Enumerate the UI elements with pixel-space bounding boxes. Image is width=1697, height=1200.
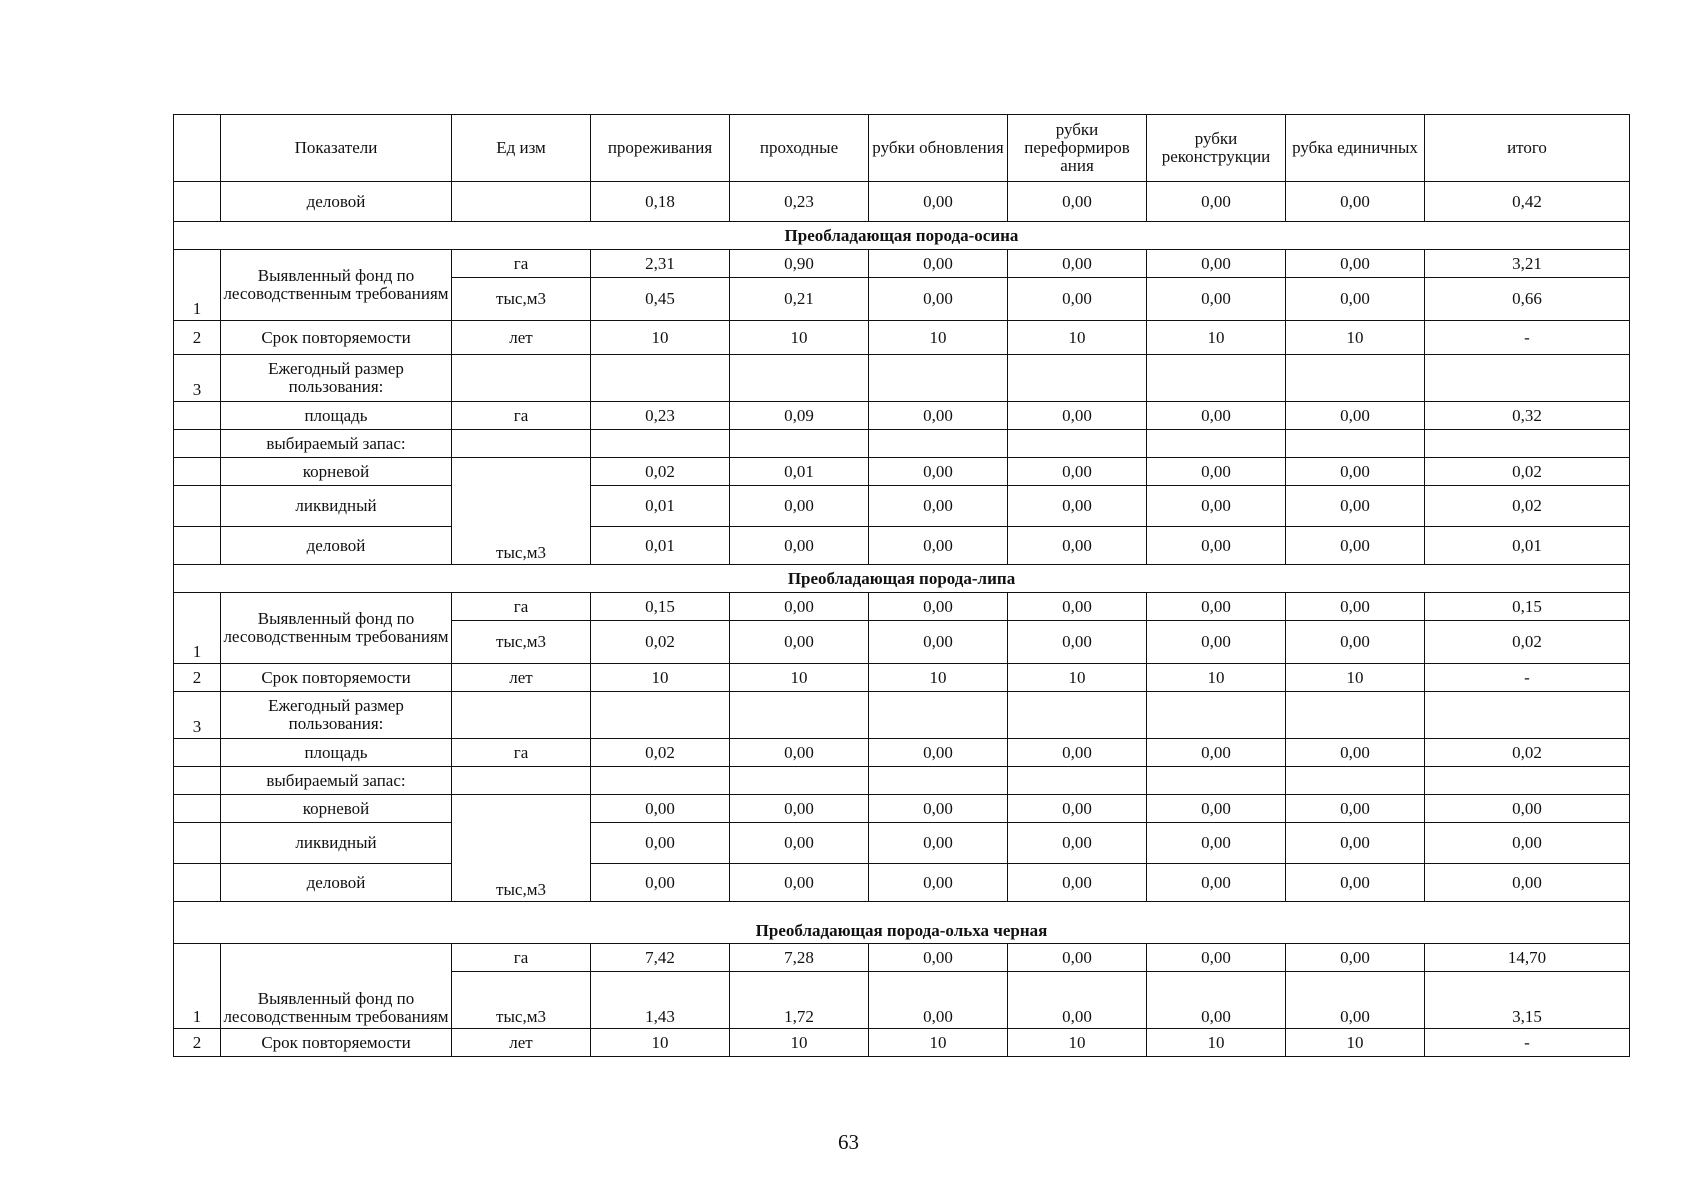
value-cell: 0,00 xyxy=(1147,621,1286,664)
cell-empty xyxy=(869,355,1008,402)
value-cell: 0,00 xyxy=(1286,527,1425,565)
row-label: выбираемый запас: xyxy=(221,430,452,458)
row-label: Срок повторяемости xyxy=(221,664,452,692)
header-unit: Ед изм xyxy=(452,115,591,182)
root-row xyxy=(174,795,1630,823)
value-cell: 0,01 xyxy=(730,458,869,486)
header-total: итого xyxy=(1425,115,1630,182)
cell-empty xyxy=(591,430,730,458)
cell-empty xyxy=(1425,430,1630,458)
value-cell: 14,70 xyxy=(1425,944,1630,972)
value-cell: 0,45 xyxy=(591,278,730,321)
section-title-row xyxy=(174,902,1630,944)
value-cell: 0,00 xyxy=(1147,864,1286,902)
value-cell: 10 xyxy=(1286,1029,1425,1057)
value-cell: 10 xyxy=(1286,664,1425,692)
value-cell: 0,00 xyxy=(1147,593,1286,621)
value-cell: 0,01 xyxy=(591,527,730,565)
value-cell: 10 xyxy=(1286,321,1425,355)
unit-cell: тыс,м3 xyxy=(452,621,591,664)
value-cell: 0,00 xyxy=(1008,621,1147,664)
header-row xyxy=(174,115,1630,182)
header-single: рубка единичных xyxy=(1286,115,1425,182)
cell-empty xyxy=(869,430,1008,458)
business-row xyxy=(174,864,1630,902)
value-cell: 0,00 xyxy=(869,458,1008,486)
value-cell: 0,00 xyxy=(730,593,869,621)
value-cell: 0,15 xyxy=(591,593,730,621)
value-cell: 0,00 xyxy=(869,278,1008,321)
cell-empty xyxy=(730,692,869,739)
business-row xyxy=(174,527,1630,565)
cell-empty xyxy=(174,430,221,458)
liquid-row xyxy=(174,486,1630,527)
unit-cell: лет xyxy=(452,1029,591,1057)
cell-empty xyxy=(452,182,591,222)
value-cell: 0,00 xyxy=(869,182,1008,222)
value-cell: 0,23 xyxy=(591,402,730,430)
cell-empty xyxy=(1425,692,1630,739)
value-cell: 0,00 xyxy=(730,621,869,664)
row-number: 1 xyxy=(174,250,221,321)
cell-empty xyxy=(1147,767,1286,795)
cell-empty xyxy=(1008,430,1147,458)
value-cell: 0,00 xyxy=(869,402,1008,430)
value-cell: 0,00 xyxy=(1147,972,1286,1029)
area-row xyxy=(174,739,1630,767)
section-title-row xyxy=(174,222,1630,250)
value-cell: 10 xyxy=(730,321,869,355)
unit-cell: тыс,м3 xyxy=(452,458,591,565)
row-label: ликвидный xyxy=(221,823,452,864)
row-number: 2 xyxy=(174,1029,221,1057)
value-cell: 0,00 xyxy=(1425,795,1630,823)
header-passage: проходные xyxy=(730,115,869,182)
cell-empty xyxy=(452,355,591,402)
value-cell: 0,02 xyxy=(1425,486,1630,527)
cell-empty xyxy=(1008,692,1147,739)
forest-use-table xyxy=(173,114,1630,1057)
period-row xyxy=(174,1029,1630,1057)
unit-cell: тыс,м3 xyxy=(452,972,591,1029)
header-indicator: Показатели xyxy=(221,115,452,182)
value-cell: 0,00 xyxy=(1147,278,1286,321)
value-cell: 0,00 xyxy=(1286,402,1425,430)
cell-empty xyxy=(591,692,730,739)
value-cell: 0,18 xyxy=(591,182,730,222)
value-cell: 10 xyxy=(1008,1029,1147,1057)
section-title-row xyxy=(174,565,1630,593)
header-renewal: рубки обновления xyxy=(869,115,1008,182)
value-cell: 0,00 xyxy=(1286,458,1425,486)
value-cell: 0,09 xyxy=(730,402,869,430)
value-cell: 0,00 xyxy=(1286,182,1425,222)
cell-empty xyxy=(1147,430,1286,458)
unit-cell: лет xyxy=(452,664,591,692)
value-cell: 10 xyxy=(1147,1029,1286,1057)
cell-empty xyxy=(452,692,591,739)
liquid-row xyxy=(174,823,1630,864)
value-cell: 10 xyxy=(591,1029,730,1057)
value-cell: - xyxy=(1425,321,1630,355)
cell-empty xyxy=(1286,430,1425,458)
value-cell: 0,42 xyxy=(1425,182,1630,222)
cell-empty xyxy=(174,402,221,430)
value-cell: 0,00 xyxy=(1008,944,1147,972)
value-cell: 0,00 xyxy=(1147,458,1286,486)
cell-empty xyxy=(174,795,221,823)
header-reconstruction: рубки реконструкции xyxy=(1147,115,1286,182)
value-cell: 0,00 xyxy=(869,823,1008,864)
value-cell: 0,00 xyxy=(1008,795,1147,823)
value-cell: 0,02 xyxy=(1425,621,1630,664)
value-cell: 0,21 xyxy=(730,278,869,321)
row-label: Срок повторяемости xyxy=(221,321,452,355)
value-cell: 0,00 xyxy=(1286,972,1425,1029)
value-cell: 0,00 xyxy=(1008,250,1147,278)
value-cell: 10 xyxy=(1147,664,1286,692)
cell-empty xyxy=(174,767,221,795)
cell-empty xyxy=(452,430,591,458)
value-cell: 0,00 xyxy=(869,593,1008,621)
value-cell: 1,43 xyxy=(591,972,730,1029)
value-cell: 0,00 xyxy=(869,527,1008,565)
area-row xyxy=(174,402,1630,430)
fund-ha-row xyxy=(174,250,1630,278)
value-cell: 0,02 xyxy=(1425,458,1630,486)
cell-empty xyxy=(591,767,730,795)
row-label: Выявленный фонд по лесоводственным требованиям xyxy=(221,944,452,1029)
cell-empty xyxy=(1286,767,1425,795)
value-cell: 0,00 xyxy=(730,486,869,527)
value-cell: 10 xyxy=(730,1029,869,1057)
value-cell: 0,00 xyxy=(869,486,1008,527)
value-cell: 10 xyxy=(869,1029,1008,1057)
value-cell: 0,00 xyxy=(1286,739,1425,767)
value-cell: 0,00 xyxy=(869,944,1008,972)
unit-cell: га xyxy=(452,944,591,972)
value-cell: 0,00 xyxy=(591,795,730,823)
row-number: 2 xyxy=(174,321,221,355)
stock-label-row xyxy=(174,767,1630,795)
cell-empty xyxy=(1147,355,1286,402)
value-cell: 0,00 xyxy=(1147,823,1286,864)
value-cell: 0,90 xyxy=(730,250,869,278)
value-cell: 0,00 xyxy=(869,621,1008,664)
cell-empty xyxy=(869,692,1008,739)
section-title: Преобладающая порода-липа xyxy=(174,565,1630,593)
row-label: Ежегодный размер пользования: xyxy=(221,355,452,402)
value-cell: 0,00 xyxy=(1008,402,1147,430)
value-cell: 0,00 xyxy=(1286,823,1425,864)
annual-row xyxy=(174,692,1630,739)
value-cell: 0,00 xyxy=(1286,486,1425,527)
value-cell: 3,21 xyxy=(1425,250,1630,278)
value-cell: 0,01 xyxy=(591,486,730,527)
value-cell: 0,00 xyxy=(1008,527,1147,565)
row-number: 3 xyxy=(174,355,221,402)
cell-empty xyxy=(1008,355,1147,402)
value-cell: 10 xyxy=(1147,321,1286,355)
row-number: 2 xyxy=(174,664,221,692)
unit-cell: тыс,м3 xyxy=(452,795,591,902)
value-cell: 0,66 xyxy=(1425,278,1630,321)
value-cell: 10 xyxy=(591,664,730,692)
cell-empty xyxy=(730,767,869,795)
unit-cell: тыс,м3 xyxy=(452,278,591,321)
row-label: корневой xyxy=(221,458,452,486)
row-label: Выявленный фонд по лесоводственным требованиям xyxy=(221,250,452,321)
value-cell: 0,00 xyxy=(869,250,1008,278)
value-cell: 0,02 xyxy=(591,739,730,767)
value-cell: 0,00 xyxy=(869,795,1008,823)
value-cell: 0,00 xyxy=(1008,739,1147,767)
value-cell: 0,00 xyxy=(1008,823,1147,864)
period-row xyxy=(174,321,1630,355)
cell-empty xyxy=(1286,692,1425,739)
value-cell: 0,00 xyxy=(1147,795,1286,823)
value-cell: - xyxy=(1425,1029,1630,1057)
value-cell: 0,00 xyxy=(1147,486,1286,527)
value-cell: 7,28 xyxy=(730,944,869,972)
value-cell: 0,15 xyxy=(1425,593,1630,621)
value-cell: 0,00 xyxy=(1147,527,1286,565)
value-cell: 0,00 xyxy=(730,527,869,565)
root-row xyxy=(174,458,1630,486)
value-cell: 0,00 xyxy=(1286,621,1425,664)
row-label: деловой xyxy=(221,864,452,902)
value-cell: 3,15 xyxy=(1425,972,1630,1029)
value-cell: 0,00 xyxy=(1147,739,1286,767)
value-cell: 0,00 xyxy=(1286,864,1425,902)
cell-empty xyxy=(174,739,221,767)
value-cell: 0,00 xyxy=(1147,182,1286,222)
value-cell: 0,00 xyxy=(591,864,730,902)
row-label: Срок повторяемости xyxy=(221,1029,452,1057)
value-cell: 0,00 xyxy=(1147,402,1286,430)
period-row xyxy=(174,664,1630,692)
value-cell: 0,02 xyxy=(1425,739,1630,767)
row-label: площадь xyxy=(221,402,452,430)
cell-empty xyxy=(1147,692,1286,739)
header-no xyxy=(174,115,221,182)
value-cell: 10 xyxy=(1008,664,1147,692)
cell-empty xyxy=(452,767,591,795)
value-cell: 0,00 xyxy=(1286,795,1425,823)
value-cell: 0,32 xyxy=(1425,402,1630,430)
row-label: ликвидный xyxy=(221,486,452,527)
value-cell: 0,00 xyxy=(1008,182,1147,222)
value-cell: 0,00 xyxy=(1008,278,1147,321)
value-cell: 0,00 xyxy=(1425,864,1630,902)
cell-empty xyxy=(1425,355,1630,402)
value-cell: 0,00 xyxy=(1008,972,1147,1029)
value-cell: 0,00 xyxy=(869,864,1008,902)
cell-empty xyxy=(869,767,1008,795)
cell-empty xyxy=(591,355,730,402)
annual-row xyxy=(174,355,1630,402)
value-cell: 0,00 xyxy=(869,739,1008,767)
cell-empty xyxy=(174,864,221,902)
unit-cell: га xyxy=(452,739,591,767)
value-cell: 0,00 xyxy=(869,972,1008,1029)
value-cell: 1,72 xyxy=(730,972,869,1029)
value-cell: 0,01 xyxy=(1425,527,1630,565)
value-cell: - xyxy=(1425,664,1630,692)
cell-empty xyxy=(1425,767,1630,795)
value-cell: 0,00 xyxy=(1286,250,1425,278)
value-cell: 0,00 xyxy=(1147,250,1286,278)
value-cell: 0,23 xyxy=(730,182,869,222)
cell-empty xyxy=(174,182,221,222)
value-cell: 10 xyxy=(591,321,730,355)
unit-cell: лет xyxy=(452,321,591,355)
top-business-row xyxy=(174,182,1630,222)
value-cell: 10 xyxy=(1008,321,1147,355)
value-cell: 0,00 xyxy=(730,823,869,864)
value-cell: 0,00 xyxy=(1286,278,1425,321)
row-number: 1 xyxy=(174,944,221,1029)
row-label: Ежегодный размер пользования: xyxy=(221,692,452,739)
cell-empty xyxy=(730,355,869,402)
row-number: 1 xyxy=(174,593,221,664)
value-cell: 7,42 xyxy=(591,944,730,972)
header-thinning: прореживания xyxy=(591,115,730,182)
section-title: Преобладающая порода-ольха черная xyxy=(174,902,1630,944)
unit-cell: га xyxy=(452,402,591,430)
value-cell: 0,02 xyxy=(591,621,730,664)
cell-empty xyxy=(174,458,221,486)
value-cell: 0,02 xyxy=(591,458,730,486)
page-number: 63 xyxy=(838,1130,859,1154)
cell-empty xyxy=(174,823,221,864)
value-cell: 10 xyxy=(730,664,869,692)
value-cell: 2,31 xyxy=(591,250,730,278)
row-label: деловой xyxy=(221,527,452,565)
row-label: выбираемый запас: xyxy=(221,767,452,795)
value-cell: 0,00 xyxy=(1147,944,1286,972)
unit-cell: га xyxy=(452,250,591,278)
value-cell: 0,00 xyxy=(730,739,869,767)
row-label: площадь xyxy=(221,739,452,767)
cell-empty xyxy=(730,430,869,458)
section-title: Преобладающая порода-осина xyxy=(174,222,1630,250)
fund-ha-row xyxy=(174,944,1630,972)
header-reformation: рубки переформиров ания xyxy=(1008,115,1147,182)
stock-label-row xyxy=(174,430,1630,458)
value-cell: 0,00 xyxy=(1425,823,1630,864)
fund-ha-row xyxy=(174,593,1630,621)
row-label: деловой xyxy=(221,182,452,222)
value-cell: 0,00 xyxy=(1286,593,1425,621)
cell-empty xyxy=(1008,767,1147,795)
value-cell: 0,00 xyxy=(730,795,869,823)
value-cell: 0,00 xyxy=(1286,944,1425,972)
value-cell: 0,00 xyxy=(1008,864,1147,902)
value-cell: 10 xyxy=(869,321,1008,355)
value-cell: 0,00 xyxy=(591,823,730,864)
row-label: корневой xyxy=(221,795,452,823)
row-number: 3 xyxy=(174,692,221,739)
row-label: Выявленный фонд по лесоводственным требованиям xyxy=(221,593,452,664)
value-cell: 10 xyxy=(869,664,1008,692)
cell-empty xyxy=(174,486,221,527)
cell-empty xyxy=(1286,355,1425,402)
value-cell: 0,00 xyxy=(1008,486,1147,527)
value-cell: 0,00 xyxy=(1008,458,1147,486)
cell-empty xyxy=(174,527,221,565)
value-cell: 0,00 xyxy=(730,864,869,902)
unit-cell: га xyxy=(452,593,591,621)
value-cell: 0,00 xyxy=(1008,593,1147,621)
